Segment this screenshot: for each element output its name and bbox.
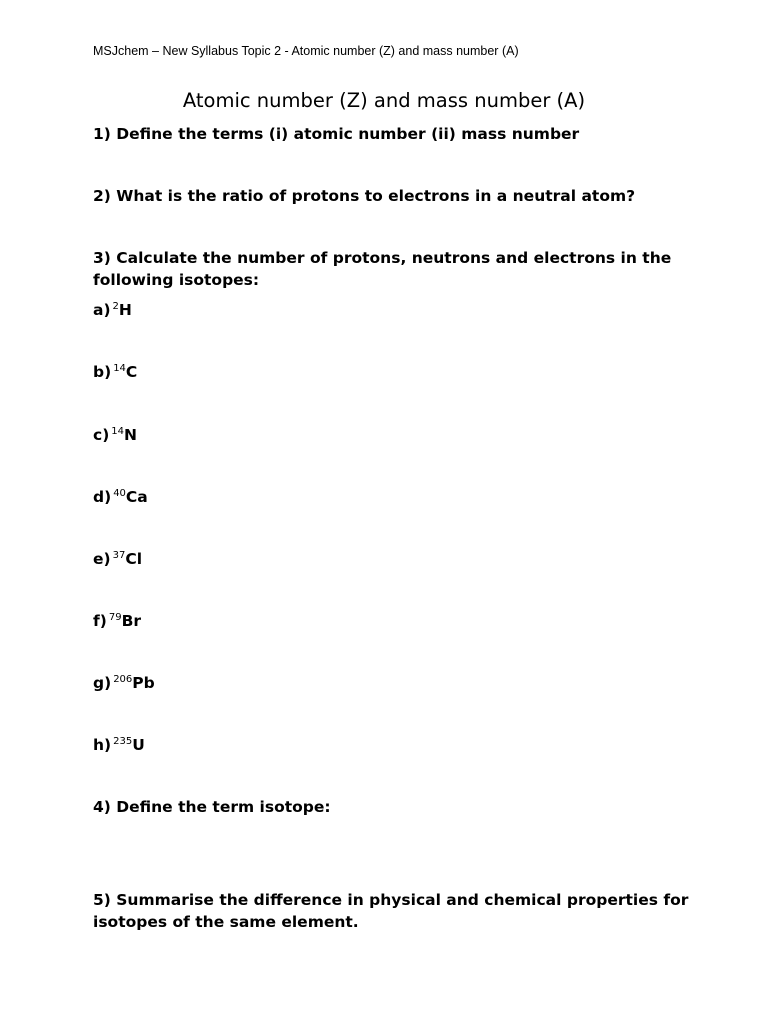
isotope-item-d bbox=[93, 486, 148, 508]
isotope-label: c) bbox=[93, 426, 110, 444]
isotope-symbol: U bbox=[132, 736, 145, 754]
isotope-item-f bbox=[93, 610, 141, 632]
isotope-symbol: H bbox=[118, 301, 132, 319]
isotope-label: g) bbox=[93, 674, 112, 692]
isotope-item-b bbox=[93, 361, 137, 383]
isotope-item-c bbox=[93, 424, 137, 446]
isotope-symbol: Cl bbox=[125, 550, 143, 568]
isotope-item-h bbox=[93, 734, 145, 756]
isotope-item-g bbox=[93, 672, 155, 694]
question-4: 4) Define the term isotope: bbox=[93, 798, 331, 816]
question-3: 3) Calculate the number of protons, neutrons and electrons in the following isotopes: bbox=[93, 249, 672, 289]
isotope-label: b) bbox=[93, 363, 112, 381]
isotope-label: h) bbox=[93, 736, 112, 754]
page-header: MSJchem – New Syllabus Topic 2 - Atomic number (Z) and mass number (A) bbox=[93, 44, 519, 58]
isotope-mass-number: 14 bbox=[113, 363, 126, 374]
isotope-label: a) bbox=[93, 301, 111, 319]
question-1: 1) Define the terms (i) atomic number (ii) mass number bbox=[93, 125, 580, 143]
question-5: 5) Summarise the difference in physical and chemical properties for isotopes of the same element. bbox=[93, 891, 689, 931]
isotope-item-a bbox=[93, 299, 132, 321]
page-title: Atomic number (Z) and mass number (A) bbox=[182, 89, 586, 112]
isotope-symbol: C bbox=[125, 363, 138, 381]
isotope-mass-number: 37 bbox=[112, 550, 126, 561]
isotope-symbol: Br bbox=[121, 612, 142, 630]
isotope-mass-number: 40 bbox=[113, 488, 126, 499]
isotope-mass-number: 14 bbox=[111, 426, 125, 437]
isotope-symbol: Ca bbox=[125, 488, 148, 506]
isotope-mass-number: 79 bbox=[108, 612, 122, 623]
isotope-label: f) bbox=[93, 612, 107, 630]
isotope-label: d) bbox=[93, 488, 112, 506]
isotope-mass-number: 206 bbox=[113, 674, 133, 685]
isotope-mass-number: 235 bbox=[113, 736, 133, 747]
isotope-mass-number: 2 bbox=[112, 301, 119, 312]
isotope-symbol: Pb bbox=[132, 674, 155, 692]
question-2: 2) What is the ratio of protons to electrons in a neutral atom? bbox=[93, 187, 636, 205]
isotope-label: e) bbox=[93, 550, 111, 568]
isotope-item-e bbox=[93, 548, 142, 570]
isotope-symbol: N bbox=[124, 426, 137, 444]
